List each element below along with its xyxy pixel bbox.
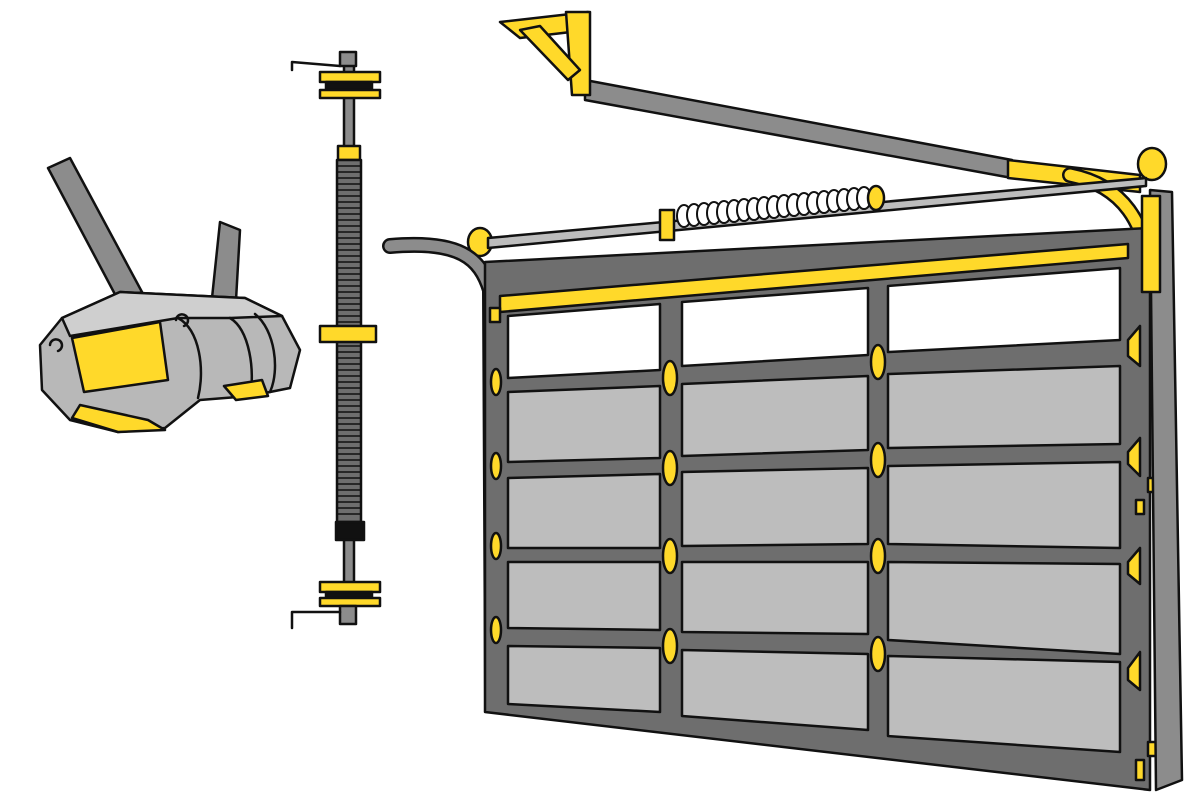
- garage-door-opener-motor-icon: [40, 158, 300, 432]
- torsion-spring-assembly-icon: [292, 52, 380, 628]
- sectional-garage-door-icon: [485, 190, 1182, 790]
